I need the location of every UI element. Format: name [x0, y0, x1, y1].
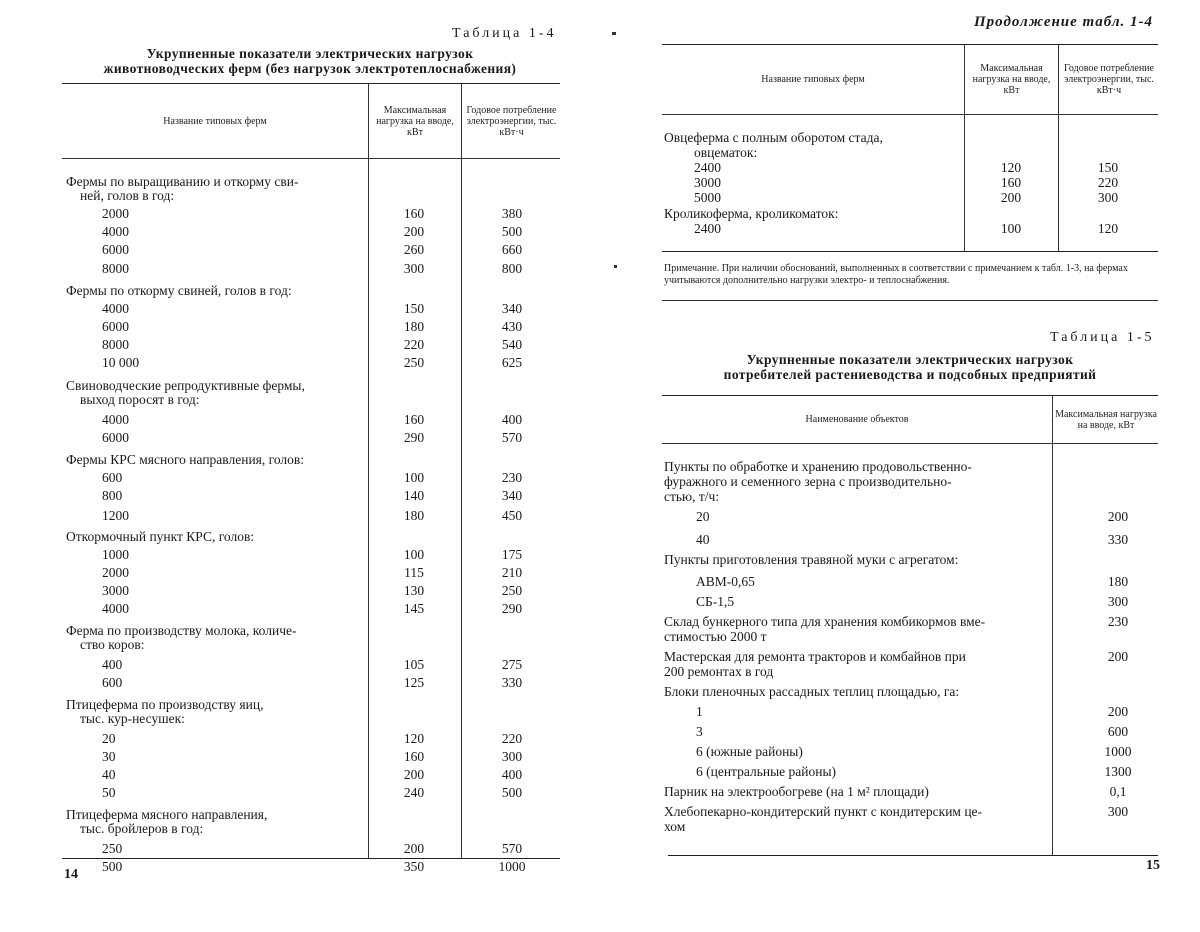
right-page [600, 0, 1200, 932]
table-row [0, 355, 600, 373]
table-row [0, 188, 600, 206]
row-max-load: 240 [403, 785, 425, 800]
row-annual-consumption: 300 [501, 749, 523, 764]
row-max-load: 200 [1107, 649, 1129, 664]
row-name: 1 [696, 704, 703, 719]
table-row [600, 664, 1200, 682]
table-title [60, 46, 560, 76]
row-name: выход поросят в год: [80, 392, 200, 407]
row-max-load: 300 [403, 261, 425, 276]
table-row [0, 859, 600, 877]
row-max-load: 125 [403, 675, 425, 690]
row-max-load: 300 [1107, 804, 1129, 819]
row-annual-consumption: 500 [501, 785, 523, 800]
row-name: 1200 [102, 508, 129, 523]
header-object-name: Наименование объектов [805, 414, 909, 425]
table-label: Таблица 1-5 [1050, 330, 1155, 345]
row-name: Кроликоферма, кроликоматок: [664, 206, 839, 221]
row-name: Фермы КРС мясного направления, голов: [66, 452, 305, 467]
table-row [0, 547, 600, 565]
row-name: 8000 [102, 337, 129, 352]
table-row [600, 221, 1200, 239]
row-max-load: 330 [1107, 532, 1129, 547]
row-max-load: 180 [403, 319, 425, 334]
row-name: АВМ-0,65 [696, 574, 755, 589]
row-name: 5000 [694, 190, 721, 205]
row-max-load: 160 [403, 206, 425, 221]
table-top-rule [662, 395, 1158, 396]
row-name: фуражного и семенного зерна с производительно- [664, 474, 952, 489]
table-row [0, 675, 600, 693]
row-max-load: 1300 [1104, 764, 1132, 779]
table-row [0, 470, 600, 488]
table-row [0, 657, 600, 675]
row-name: Птицеферма мясного направления, [66, 807, 268, 822]
row-name: Пункты по обработке и хранению продовольственно- [664, 459, 972, 474]
row-name: 4000 [102, 224, 129, 239]
table-title-line1: Укрупненные показатели электрических нагрузок [746, 352, 1074, 367]
row-max-load: 160 [1000, 175, 1022, 190]
row-name: 6 (южные районы) [696, 744, 803, 759]
table-row [0, 392, 600, 410]
row-name: тыс. кур-несушек: [80, 711, 185, 726]
table-row [600, 684, 1200, 702]
row-name: 6000 [102, 319, 129, 334]
row-annual-consumption: 290 [501, 601, 523, 616]
row-max-load: 145 [403, 601, 425, 616]
page-number: 15 [1146, 858, 1160, 873]
row-name: овцематок: [694, 145, 758, 160]
row-name: Овцеферма с полным оборотом стада, [664, 130, 883, 145]
row-max-load: 120 [1000, 160, 1022, 175]
row-name: 10 000 [102, 355, 140, 370]
table-row [0, 430, 600, 448]
row-name: 2400 [694, 160, 721, 175]
row-annual-consumption: 230 [501, 470, 523, 485]
row-max-load: 250 [403, 355, 425, 370]
row-max-load: 300 [1107, 594, 1129, 609]
header-max-load: Максимальная нагрузка на вводе, кВт [1055, 408, 1157, 431]
row-name: 250 [102, 841, 123, 856]
row-annual-consumption: 340 [501, 488, 523, 503]
row-max-load: 1000 [1104, 744, 1132, 759]
row-name: Хлебопекарно-кондитерский пункт с кондитерским це- [664, 804, 983, 819]
row-name: Склад бункерного типа для хранения комбикормов вме- [664, 614, 986, 629]
header-annual-consumption: Годовое потребление электроэнергии, тыс. кВт·ч [1064, 63, 1154, 96]
row-max-load: 290 [403, 430, 425, 445]
table-label: Таблица 1-4 [452, 26, 557, 41]
row-name: 50 [102, 785, 116, 800]
row-annual-consumption: 540 [501, 337, 523, 352]
row-name: 200 ремонтах в год [664, 664, 774, 679]
table-row [600, 532, 1200, 550]
table-row [0, 841, 600, 859]
row-max-load: 100 [403, 470, 425, 485]
table-row [0, 821, 600, 839]
table-bottom-rule [662, 251, 1158, 252]
row-max-load: 180 [1107, 574, 1129, 589]
table-row [0, 731, 600, 749]
row-max-load: 100 [1000, 221, 1022, 236]
row-name: Ферма по производству молока, количе- [66, 623, 297, 638]
row-name: 600 [102, 675, 123, 690]
row-max-load: 200 [1107, 509, 1129, 524]
row-name: Мастерская для ремонта тракторов и комбайнов при [664, 649, 966, 664]
row-name: 400 [102, 657, 123, 672]
row-annual-consumption: 570 [501, 430, 523, 445]
row-name: СБ-1,5 [696, 594, 735, 609]
table-row [0, 337, 600, 355]
table-top-rule [62, 83, 560, 84]
table-row [600, 744, 1200, 762]
row-annual-consumption: 120 [1097, 221, 1119, 236]
row-max-load: 200 [403, 767, 425, 782]
table-row [0, 301, 600, 319]
row-max-load: 130 [403, 583, 425, 598]
row-name: 4000 [102, 301, 129, 316]
row-max-load: 0,1 [1109, 784, 1127, 799]
row-name: стимостью 2000 т [664, 629, 767, 644]
row-annual-consumption: 340 [501, 301, 523, 316]
row-name: 2000 [102, 206, 129, 221]
table-row [0, 529, 600, 547]
row-name: 6000 [102, 242, 129, 257]
table-row [0, 319, 600, 337]
row-max-load: 160 [403, 412, 425, 427]
row-name: ство коров: [80, 637, 145, 652]
row-name: Парник на электрообогреве (на 1 м² площади) [664, 784, 929, 799]
continuation-label: Продолжение табл. 1-4 [974, 14, 1154, 30]
header-bottom-rule [662, 443, 1158, 444]
row-name: Фермы по выращиванию и откорму сви- [66, 174, 299, 189]
row-name: 1000 [102, 547, 129, 562]
row-name: хом [664, 819, 686, 834]
table-row [0, 224, 600, 242]
header-bottom-rule [662, 114, 1158, 115]
row-max-load: 350 [403, 859, 425, 874]
row-annual-consumption: 220 [1097, 175, 1119, 190]
table-row [0, 601, 600, 619]
table-row [600, 819, 1200, 837]
row-max-load: 600 [1107, 724, 1129, 739]
table-row [600, 489, 1200, 507]
row-annual-consumption: 400 [501, 412, 523, 427]
table-row [0, 206, 600, 224]
table-row [600, 704, 1200, 722]
table-row [600, 594, 1200, 612]
header-annual-consumption: Годовое потребление электроэнергии, тыс. кВт·ч [466, 104, 557, 138]
row-max-load: 120 [403, 731, 425, 746]
table-row [0, 565, 600, 583]
row-annual-consumption: 800 [501, 261, 523, 276]
row-max-load: 200 [1107, 704, 1129, 719]
table-bottom-rule [668, 855, 1158, 856]
row-annual-consumption: 380 [501, 206, 523, 221]
row-max-load: 105 [403, 657, 425, 672]
row-annual-consumption: 175 [501, 547, 523, 562]
row-name: 20 [696, 509, 710, 524]
table-row [0, 637, 600, 655]
row-name: 6000 [102, 430, 129, 445]
page-number: 14 [64, 867, 78, 882]
row-name: 2400 [694, 221, 721, 236]
table-row [600, 509, 1200, 527]
header-bottom-rule [62, 158, 560, 159]
row-max-load: 200 [403, 224, 425, 239]
row-name: 4000 [102, 601, 129, 616]
row-max-load: 200 [403, 841, 425, 856]
row-name: Блоки пленочных рассадных теплиц площадью, га: [664, 684, 960, 699]
row-annual-consumption: 400 [501, 767, 523, 782]
row-max-load: 260 [403, 242, 425, 257]
table-row [600, 764, 1200, 782]
row-annual-consumption: 330 [501, 675, 523, 690]
row-name: тыс. бройлеров в год: [80, 821, 204, 836]
row-annual-consumption: 500 [501, 224, 523, 239]
row-name: 3 [696, 724, 703, 739]
table-row [0, 583, 600, 601]
table-row [600, 629, 1200, 647]
row-name: 500 [102, 859, 123, 874]
table-row [0, 283, 600, 301]
row-annual-consumption: 275 [501, 657, 523, 672]
table-row [0, 488, 600, 506]
table-row [0, 767, 600, 785]
header-max-load: Максимальная нагрузка на вводе, кВт [972, 63, 1051, 96]
row-name: стью, т/ч: [664, 489, 720, 504]
table-title-line2: животноводческих ферм (без нагрузок электротеплоснабжения) [103, 61, 517, 76]
row-name: 600 [102, 470, 123, 485]
row-name: Свиноводческие репродуктивные фермы, [66, 378, 305, 393]
row-name: 40 [102, 767, 116, 782]
row-name: 3000 [102, 583, 129, 598]
table-title [662, 352, 1158, 382]
table-row [600, 552, 1200, 570]
row-name: 800 [102, 488, 123, 503]
row-annual-consumption: 1000 [498, 859, 526, 874]
table-row [0, 242, 600, 260]
row-name: Фермы по откорму свиней, голов в год: [66, 283, 292, 298]
table-title-line2: потребителей растениеводства и подсобных предприятий [723, 367, 1097, 382]
row-max-load: 115 [404, 565, 424, 580]
table-row [600, 574, 1200, 592]
row-max-load: 100 [403, 547, 425, 562]
row-annual-consumption: 150 [1097, 160, 1119, 175]
row-name: 30 [102, 749, 116, 764]
table-note: Примечание. При наличии обоснований, выполненных в соответствии с примечанием к табл. 1-3, на фермах учитываются дополнительно нагрузки электро- и теплоснабжения. [664, 263, 1128, 286]
row-name: 4000 [102, 412, 129, 427]
row-max-load: 140 [403, 488, 425, 503]
header-name: Название типовых ферм [761, 74, 865, 85]
row-annual-consumption: 450 [501, 508, 523, 523]
table-row [0, 452, 600, 470]
row-annual-consumption: 660 [501, 242, 523, 257]
row-max-load: 180 [403, 508, 425, 523]
header-max-load: Максимальная нагрузка на вводе, кВт [376, 104, 454, 138]
row-max-load: 160 [403, 749, 425, 764]
row-name: 3000 [694, 175, 721, 190]
row-max-load: 230 [1107, 614, 1129, 629]
table-top-rule [662, 44, 1158, 45]
row-name: 40 [696, 532, 710, 547]
note-rule [662, 300, 1158, 301]
row-name: Пункты приготовления травяной муки с агрегатом: [664, 552, 959, 567]
row-annual-consumption: 250 [501, 583, 523, 598]
table-row [0, 412, 600, 430]
row-name: Птицеферма по производству яиц, [66, 697, 264, 712]
row-name: 8000 [102, 261, 129, 276]
table-row [0, 785, 600, 803]
row-name: ней, голов в год: [80, 188, 175, 203]
row-max-load: 200 [1000, 190, 1022, 205]
table-row [0, 711, 600, 729]
table-title-line1: Укрупненные показатели электрических нагрузок [146, 46, 474, 61]
row-annual-consumption: 430 [501, 319, 523, 334]
table-row [600, 724, 1200, 742]
table-row [600, 784, 1200, 802]
table-row [0, 749, 600, 767]
row-max-load: 150 [403, 301, 425, 316]
table-row [0, 508, 600, 526]
row-max-load: 220 [403, 337, 425, 352]
row-name: 6 (центральные районы) [696, 764, 837, 779]
row-annual-consumption: 300 [1097, 190, 1119, 205]
row-annual-consumption: 220 [501, 731, 523, 746]
row-annual-consumption: 570 [501, 841, 523, 856]
table-row [0, 261, 600, 279]
row-name: 2000 [102, 565, 129, 580]
header-name: Название типовых ферм [163, 115, 267, 127]
row-name: 20 [102, 731, 116, 746]
row-name: Откормочный пункт КРС, голов: [66, 529, 255, 544]
row-annual-consumption: 625 [501, 355, 523, 370]
row-annual-consumption: 210 [501, 565, 523, 580]
